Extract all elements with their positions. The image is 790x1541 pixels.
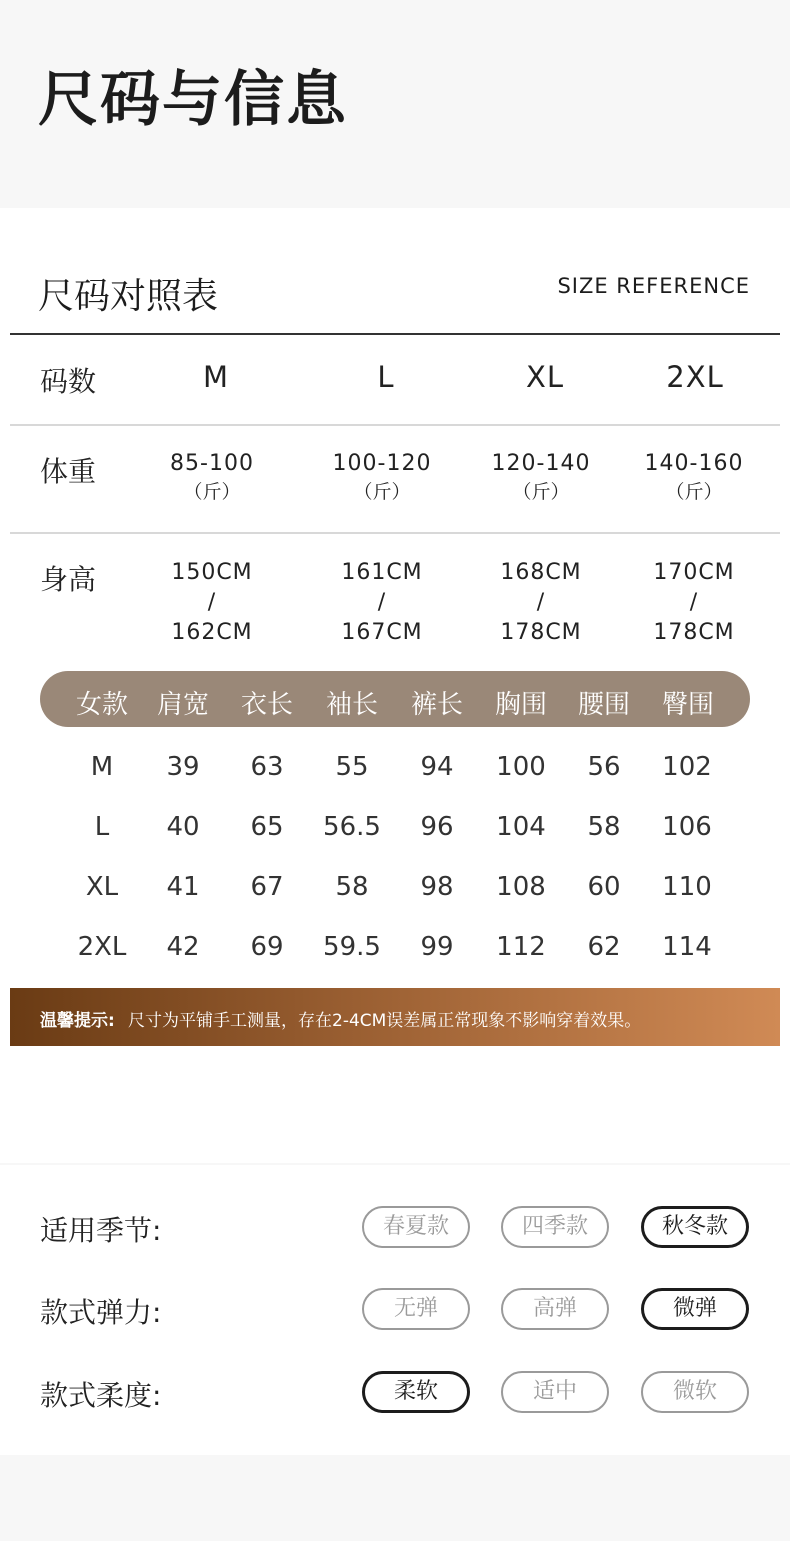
option-slightly-soft[interactable]: 微软 <box>641 1371 749 1413</box>
height-from: 161CM <box>341 560 423 585</box>
table-cell: 39 <box>166 752 200 782</box>
table-cell: 58 <box>587 812 621 842</box>
table-cell: XL <box>85 872 119 902</box>
height-from: 150CM <box>171 560 253 585</box>
size-m: M <box>202 360 230 394</box>
tip-text: 尺寸为平铺手工测量，存在2-4CM误差属正常现象不影响穿着效果。 <box>128 1011 642 1031</box>
weight-range: 120-140 <box>491 451 591 476</box>
table-cell: 96 <box>420 812 454 842</box>
weight-cell <box>461 450 621 506</box>
table-cell: 65 <box>250 812 284 842</box>
height-sep: / <box>377 590 387 615</box>
height-cell <box>614 558 774 648</box>
table-cell: 69 <box>250 932 284 962</box>
table-row <box>0 872 790 912</box>
weight-cell <box>614 450 774 506</box>
header-cell: 肩宽 <box>156 690 209 720</box>
softness-label: 款式柔度: <box>40 1379 162 1412</box>
height-sep: / <box>536 590 546 615</box>
table-cell: 63 <box>250 752 284 782</box>
height-from: 170CM <box>653 560 735 585</box>
weight-cell <box>132 450 292 506</box>
table-cell: 2XL <box>77 932 127 962</box>
weight-range: 85-100 <box>170 451 254 476</box>
header-cell: 臀围 <box>661 690 714 720</box>
table-cell: 60 <box>587 872 621 902</box>
tip-banner <box>10 988 780 1046</box>
weight-row-label: 体重 <box>40 455 97 488</box>
table-cell: 100 <box>496 752 546 782</box>
tip-label: 温馨提示: <box>40 1011 115 1031</box>
option-autumn-winter[interactable]: 秋冬款 <box>641 1206 749 1248</box>
table-cell: 62 <box>587 932 621 962</box>
weight-cell <box>302 450 462 506</box>
height-to: 178CM <box>653 620 735 645</box>
weight-unit: （斤） <box>353 481 411 503</box>
height-row-label: 身高 <box>40 563 97 596</box>
table-cell: L <box>94 812 110 842</box>
table-cell: 99 <box>420 932 454 962</box>
table-cell: 58 <box>335 872 369 902</box>
table-cell: 42 <box>166 932 200 962</box>
size-l: L <box>377 360 395 394</box>
size-2xl: 2XL <box>666 360 724 394</box>
height-cell <box>461 558 621 648</box>
table-cell: 40 <box>166 812 200 842</box>
weight-range: 140-160 <box>644 451 744 476</box>
header-cell: 腰围 <box>577 690 630 720</box>
table-cell: 41 <box>166 872 200 902</box>
weight-unit: （斤） <box>665 481 723 503</box>
table-cell: 110 <box>662 872 712 902</box>
divider <box>10 333 780 335</box>
table-row <box>0 812 790 852</box>
header-cell: 女款 <box>75 690 128 720</box>
divider <box>10 424 780 426</box>
table-cell: 94 <box>420 752 454 782</box>
height-to: 178CM <box>500 620 582 645</box>
header-cell: 袖长 <box>325 690 378 720</box>
attributes-card <box>0 1165 790 1455</box>
table-cell: 112 <box>496 932 546 962</box>
size-xl: XL <box>525 360 565 394</box>
divider <box>10 532 780 534</box>
table-cell: 104 <box>496 812 546 842</box>
height-to: 162CM <box>171 620 253 645</box>
height-to: 167CM <box>341 620 423 645</box>
table-cell: 55 <box>335 752 369 782</box>
weight-unit: （斤） <box>512 481 570 503</box>
table-row <box>0 932 790 972</box>
option-no-stretch[interactable]: 无弹 <box>362 1288 470 1330</box>
option-medium[interactable]: 适中 <box>501 1371 609 1413</box>
size-chart-card <box>0 208 790 1163</box>
elasticity-label: 款式弹力: <box>40 1296 162 1329</box>
option-slight-stretch[interactable]: 微弹 <box>641 1288 749 1330</box>
size-row-label: 码数 <box>40 365 97 398</box>
table-cell: 106 <box>662 812 712 842</box>
height-sep: / <box>207 590 217 615</box>
option-spring-summer[interactable]: 春夏款 <box>362 1206 470 1248</box>
size-chart-subtitle: SIZE REFERENCE <box>557 274 750 298</box>
table-cell: 98 <box>420 872 454 902</box>
weight-unit: （斤） <box>183 481 241 503</box>
weight-range: 100-120 <box>332 451 432 476</box>
table-cell: 108 <box>496 872 546 902</box>
table-cell: M <box>90 752 114 782</box>
page-title: 尺码与信息 <box>38 65 348 135</box>
table-row <box>0 752 790 792</box>
table-cell: 59.5 <box>323 932 381 962</box>
option-soft[interactable]: 柔软 <box>362 1371 470 1413</box>
measurement-header-bar <box>40 671 750 727</box>
table-cell: 56 <box>587 752 621 782</box>
header-cell: 衣长 <box>240 690 293 720</box>
height-cell <box>302 558 462 648</box>
table-cell: 102 <box>662 752 712 782</box>
table-cell: 56.5 <box>323 812 381 842</box>
option-all-season[interactable]: 四季款 <box>501 1206 609 1248</box>
table-cell: 114 <box>662 932 712 962</box>
option-high-stretch[interactable]: 高弹 <box>501 1288 609 1330</box>
page-header <box>0 0 790 208</box>
height-cell <box>132 558 292 648</box>
season-label: 适用季节: <box>40 1214 162 1247</box>
height-from: 168CM <box>500 560 582 585</box>
header-cell: 裤长 <box>410 690 463 720</box>
header-cell: 胸围 <box>494 690 547 720</box>
table-cell: 67 <box>250 872 284 902</box>
size-chart-title: 尺码对照表 <box>38 276 219 317</box>
height-sep: / <box>689 590 699 615</box>
